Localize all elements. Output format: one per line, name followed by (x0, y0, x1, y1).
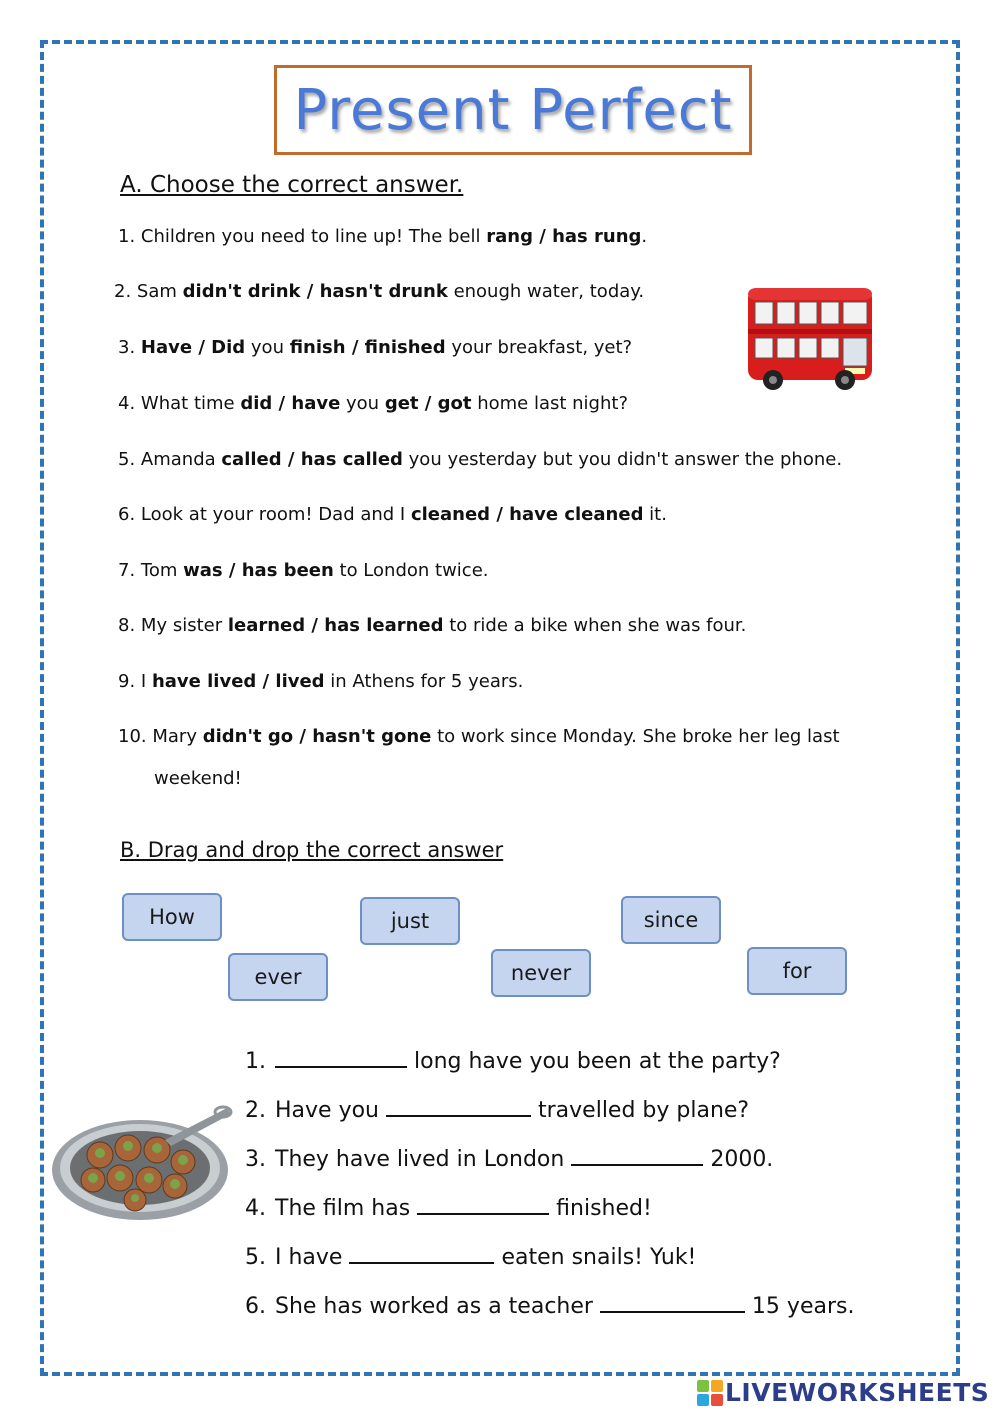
answer-choice[interactable]: cleaned / have cleaned (410, 504, 644, 525)
chip-ever[interactable]: ever (228, 953, 328, 1001)
question-2: 2. Sam didn't drink / hasn't drunk enough water, today. (114, 281, 645, 302)
question-9: 9. I have lived / lived in Athens for 5 years. (118, 671, 524, 692)
question-1: 1. Children you need to line up! The bell rang / has rung. (118, 226, 648, 247)
logo-icon (697, 1380, 723, 1406)
chip-for[interactable]: for (747, 947, 847, 995)
fill-item-6: 6. She has worked as a teacher 15 years. (245, 1294, 855, 1319)
fill-item-1: 1. long have you been at the party? (245, 1049, 781, 1074)
question-3: 3. Have / Did you finish / finished your breakfast, yet? (118, 337, 633, 358)
section-a-heading: A. Choose the correct answer. (120, 172, 464, 198)
fill-item-4: 4. The film has finished! (245, 1196, 652, 1221)
page-title: Present Perfect (293, 77, 733, 143)
drop-blank[interactable] (349, 1244, 494, 1264)
liveworksheets-logo (697, 1378, 989, 1407)
answer-choice[interactable]: learned / has learned (227, 615, 444, 636)
answer-choice[interactable]: didn't go / hasn't gone (202, 726, 432, 747)
answer-choice[interactable]: rang / has rung (486, 226, 642, 247)
question-10-continuation: weekend! (154, 768, 242, 789)
answer-choice[interactable]: finish / finished (289, 337, 446, 358)
drop-blank[interactable] (275, 1048, 407, 1068)
fill-item-5: 5. I have eaten snails! Yuk! (245, 1245, 697, 1270)
question-7: 7. Tom was / has been to London twice. (118, 560, 489, 581)
fill-item-3: 3. They have lived in London 2000. (245, 1147, 774, 1172)
section-b-heading: B. Drag and drop the correct answer (120, 838, 504, 862)
snails-image (45, 1100, 235, 1230)
answer-choice[interactable]: Have / Did (140, 337, 246, 358)
question-5: 5. Amanda called / has called you yesterday but you didn't answer the phone. (118, 449, 843, 470)
answer-choice[interactable]: get / got (384, 393, 472, 414)
question-4: 4. What time did / have you get / got home last night? (118, 393, 628, 414)
drop-blank[interactable] (600, 1293, 745, 1313)
drop-blank[interactable] (417, 1195, 549, 1215)
fill-item-2: 2. Have you travelled by plane? (245, 1098, 750, 1123)
question-8: 8. My sister learned / has learned to ride a bike when she was four. (118, 615, 747, 636)
footer-brand: LIVEWORKSHEETS (725, 1378, 990, 1407)
answer-choice[interactable]: called / has called (221, 449, 403, 470)
question-6: 6. Look at your room! Dad and I cleaned / have cleaned it. (118, 504, 667, 525)
chip-just[interactable]: just (360, 897, 460, 945)
chip-since[interactable]: since (621, 896, 721, 944)
drop-blank[interactable] (571, 1146, 703, 1166)
answer-choice[interactable]: have lived / lived (151, 671, 325, 692)
answer-choice[interactable]: was / has been (183, 560, 334, 581)
chip-never[interactable]: never (491, 949, 591, 997)
title-box (274, 65, 752, 155)
answer-choice[interactable]: did / have (240, 393, 341, 414)
bus-image (745, 282, 875, 392)
drop-blank[interactable] (386, 1097, 531, 1117)
question-10: 10. Mary didn't go / hasn't gone to work since Monday. She broke her leg last (118, 726, 840, 747)
answer-choice[interactable]: didn't drink / hasn't drunk (182, 281, 448, 302)
chip-how[interactable]: How (122, 893, 222, 941)
